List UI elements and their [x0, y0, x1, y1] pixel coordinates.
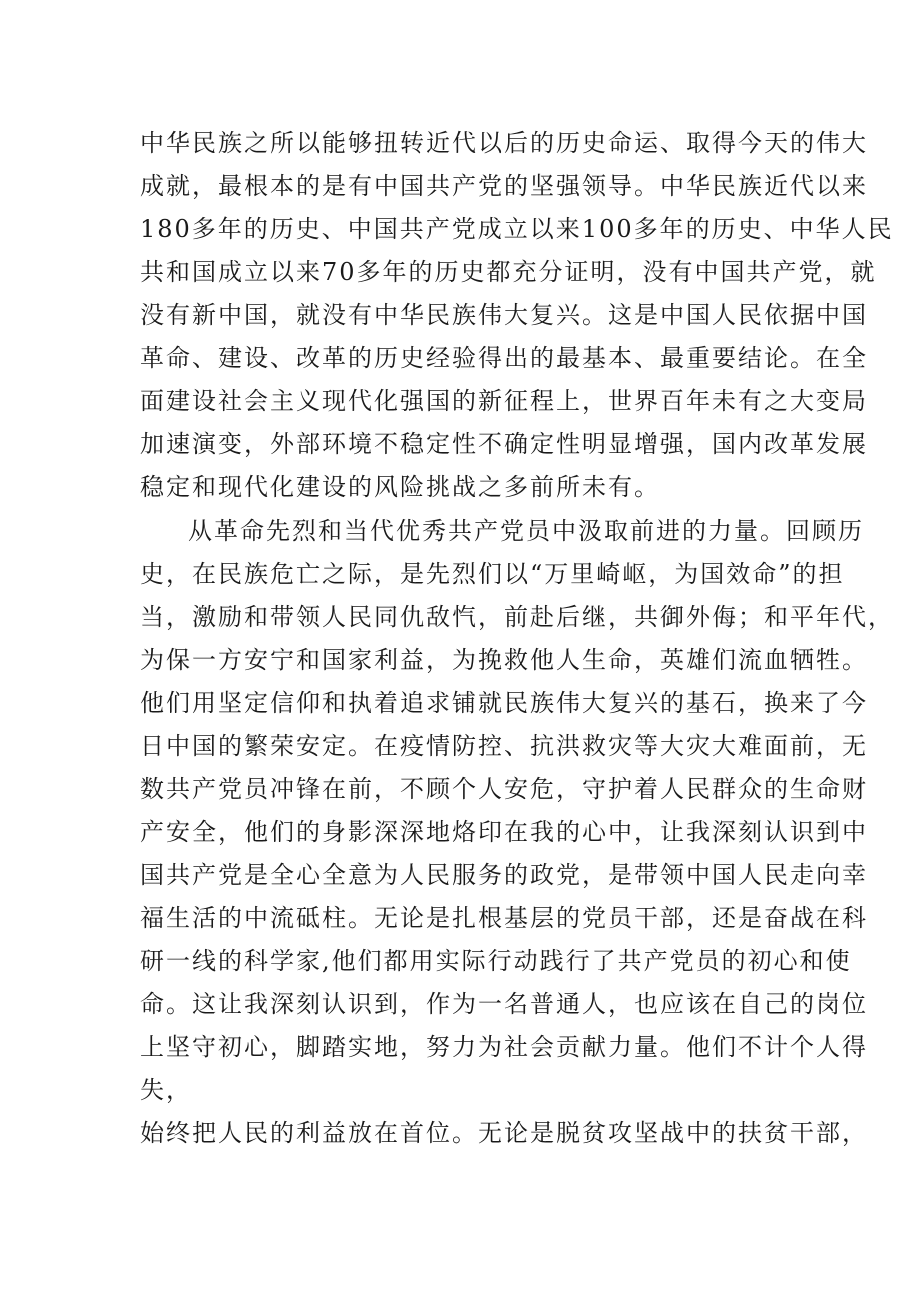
- text-line: 中华民族之所以能够扭转近代以后的历史命运、取得今天的伟大: [140, 129, 868, 157]
- text-line: 史，在民族危亡之际，是先烈们以“万里崎岖，为国效命”的担: [140, 560, 845, 588]
- text-line: 为保一方安宁和国家利益，为挽救他人生命，英雄们流血牺牲。: [140, 646, 868, 674]
- text-line: 革命、建设、改革的历史经验得出的最基本、最重要结论。在全: [140, 344, 868, 372]
- text-line: 共和国成立以来70多年的历史都充分证明，没有中国共产党，就: [140, 258, 877, 286]
- text-line: 加速演变，外部环境不稳定性不确定性明显增强，国内改革发展: [140, 430, 868, 458]
- text-line: 福生活的中流砥柱。无论是扎根基层的党员干部，还是奋战在科: [140, 904, 868, 932]
- text-line: 从革命先烈和当代优秀共产党员中汲取前进的力量。回顾历: [188, 517, 864, 545]
- text-line: 上坚守初心，脚踏实地，努力为社会贡献力量。他们不计个人得: [140, 1033, 868, 1061]
- text-line: 产安全，他们的身影深深地烙印在我的心中，让我深刻认识到中: [140, 818, 868, 846]
- text-line: 180多年的历史、中国共产党成立以来100多年的历史、中华人民: [140, 215, 894, 243]
- text-line: 研一线的科学家,他们都用实际行动践行了共产党员的初心和使: [140, 947, 852, 975]
- text-line: 当，激励和带领人民同仇敌忾，前赴后继，共御外侮；和平年代，: [140, 603, 894, 631]
- text-line: 面建设社会主义现代化强国的新征程上，世界百年未有之大变局: [140, 387, 868, 415]
- text-line: 稳定和现代化建设的风险挑战之多前所未有。: [140, 473, 660, 501]
- text-line: 日中国的繁荣安定。在疫情防控、抗洪救灾等大灾大难面前，无: [140, 732, 868, 760]
- text-line: 国共产党是全心全意为人民服务的政党，是带领中国人民走向幸: [140, 861, 868, 889]
- text-line: 他们用坚定信仰和执着追求铺就民族伟大复兴的基石，换来了今: [140, 689, 868, 717]
- text-line: 没有新中国，就没有中华民族伟大复兴。这是中国人民依据中国: [140, 301, 868, 329]
- text-line: 命。这让我深刻认识到，作为一名普通人，也应该在自己的岗位: [140, 990, 868, 1018]
- text-line: 成就，最根本的是有中国共产党的坚强领导。中华民族近代以来: [140, 172, 868, 200]
- text-line: 失，: [140, 1076, 192, 1104]
- text-line: 始终把人民的利益放在首位。无论是脱贫攻坚战中的扶贫干部，: [140, 1119, 868, 1147]
- text-line: 数共产党员冲锋在前，不顾个人安危，守护着人民群众的生命财: [140, 775, 868, 803]
